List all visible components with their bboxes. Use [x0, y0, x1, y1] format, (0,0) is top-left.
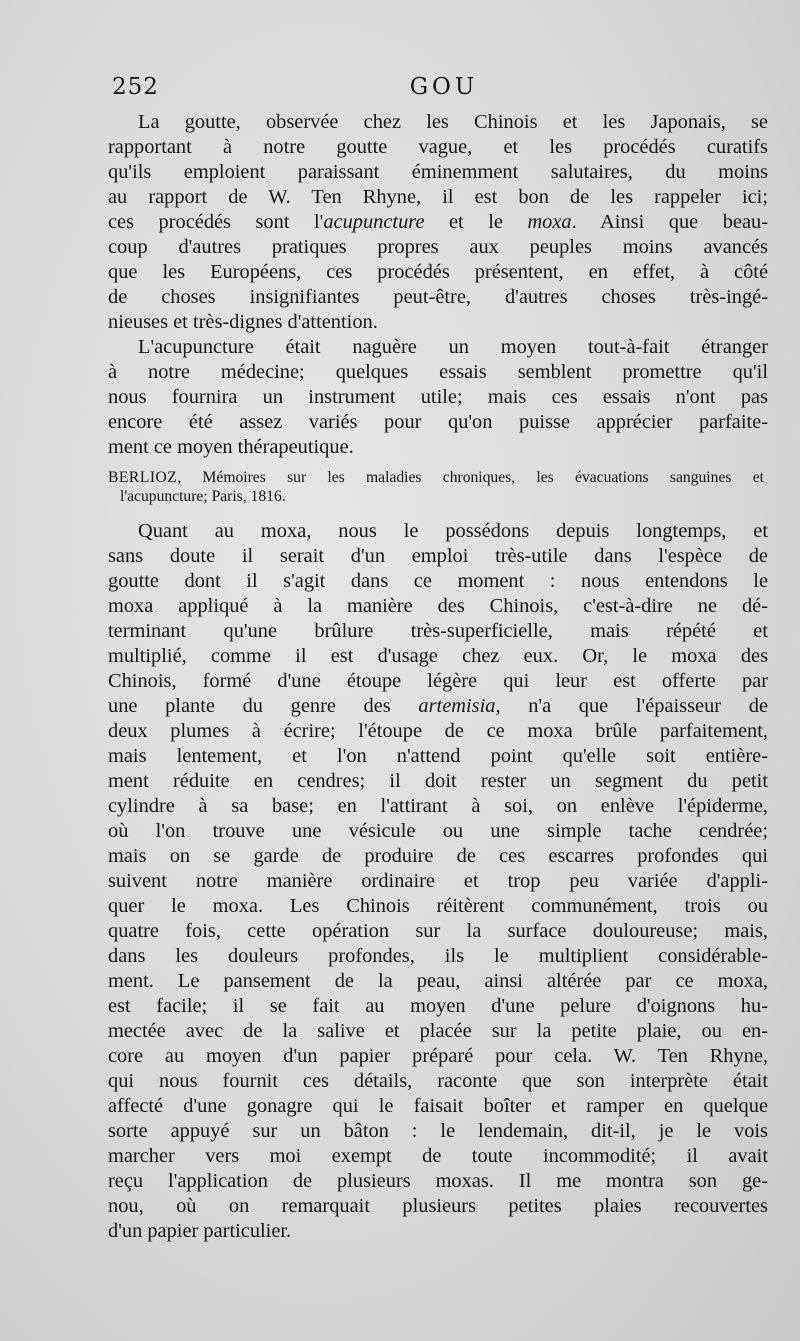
text-line: multiplié, comme il est d'usage chez eux. Or, le moxa des — [108, 645, 768, 667]
text-line: qui nous fournit ces détails, raconte que son interprète était — [108, 1070, 768, 1092]
italic-term: moxa — [527, 211, 572, 233]
text-line: ces procédés sont l'acupuncture et le moxa. Ainsi que beau- — [108, 211, 768, 233]
text-line: quer le moxa. Les Chinois réitèrent communément, trois ou — [108, 895, 768, 917]
paragraph-1 — [108, 110, 768, 335]
paragraph-3 — [108, 519, 768, 1244]
text-line: au rapport de W. Ten Rhyne, il est bon de les rappeler ici; — [108, 186, 768, 208]
text-line: que les Européens, ces procédés présentent, en effet, à côté — [108, 261, 768, 283]
text-line: marcher vers moi exempt de toute incommodité; il avait — [108, 1145, 768, 1167]
text-line: La goutte, observée chez les Chinois et les Japonais, se — [138, 111, 768, 133]
italic-term: acupuncture — [323, 211, 425, 233]
text-line: ment ce moyen thérapeutique. — [108, 436, 354, 458]
text-line: mais lentement, et l'on n'attend point qu'elle soit entière- — [108, 745, 768, 767]
text-line: deux plumes à écrire; l'étoupe de ce moxa brûle parfaitement, — [108, 720, 768, 742]
text-line: sorte appuyé sur un bâton : le lendemain, dit-il, je le vois — [108, 1120, 768, 1142]
text-line: Chinois, formé d'une étoupe légère qui leur est offerte par — [108, 670, 768, 692]
paragraph-2 — [108, 335, 768, 460]
text-line: mais on se garde de produire de ces escarres profondes qui — [108, 845, 768, 867]
text-line: coup d'autres pratiques propres aux peuples moins avancés — [108, 236, 768, 258]
footnote-line: BERLIOZ, Mémoires sur les maladies chroniques, les évacuations sanguines et — [108, 469, 764, 486]
page-number: 252 — [112, 74, 159, 100]
running-head: GOU — [409, 74, 479, 100]
text-line: goutte dont il s'agit dans ce moment : nous entendons le — [108, 570, 768, 592]
text-line: mectée avec de la salive et placée sur la petite plaie, ou en- — [108, 1020, 768, 1042]
text-line: de choses insignifiantes peut-être, d'autres choses très-ingé- — [108, 286, 768, 308]
text-line: quatre fois, cette opération sur la surface douloureuse; mais, — [108, 920, 768, 942]
text-line: sans doute il serait d'un emploi très-utile dans l'espèce de — [108, 545, 768, 567]
text-line: ment réduite en cendres; il doit rester un segment du petit — [108, 770, 768, 792]
text-line: L'acupuncture était naguère un moyen tout-à-fait étranger — [138, 336, 768, 358]
text-line: où l'on trouve une vésicule ou une simple tache cendrée; — [108, 820, 768, 842]
text-line: ment. Le pansement de la peau, ainsi altérée par ce moxa, — [108, 970, 768, 992]
italic-term: artemisia — [418, 695, 496, 717]
text-line: une plante du genre des artemisia, n'a que l'épaisseur de — [108, 695, 768, 717]
text-line: nous fournira un instrument utile; mais ces essais n'ont pas — [108, 386, 768, 408]
text-line: suivent notre manière ordinaire et trop peu variée d'appli- — [108, 870, 768, 892]
footnote — [108, 468, 764, 506]
page-header — [108, 74, 780, 104]
text-line: reçu l'application de plusieurs moxas. Il me montra son ge- — [108, 1170, 768, 1192]
text-line: core au moyen d'un papier préparé pour cela. W. Ten Rhyne, — [108, 1045, 768, 1067]
footnote-author: BERLIOZ — [108, 469, 178, 486]
text-line: terminant qu'une brûlure très-superficielle, mais répété et — [108, 620, 768, 642]
text-line: nieuses et très-dignes d'attention. — [108, 311, 378, 333]
text-line: nou, où on remarquait plusieurs petites plaies recouvertes — [108, 1195, 768, 1217]
text-line: qu'ils emploient paraissant éminemment salutaires, du moins — [108, 161, 768, 183]
text-line: encore été assez variés pour qu'on puisse apprécier parfaite- — [108, 411, 768, 433]
text-line: moxa appliqué à la manière des Chinois, c'est-à-dire ne dé- — [108, 595, 768, 617]
footnote-line: l'acupuncture; Paris, 1816. — [120, 488, 286, 505]
text-line: affecté d'une gonagre qui le faisait boîter et ramper en quelque — [108, 1095, 768, 1117]
text-line: d'un papier particulier. — [108, 1220, 292, 1242]
text-line: dans les douleurs profondes, ils le multiplient considérable- — [108, 945, 768, 967]
text-line: est facile; il se fait au moyen d'une pelure d'oignons hu- — [108, 995, 768, 1017]
text-line: à notre médecine; quelques essais semblent promettre qu'il — [108, 361, 768, 383]
text-line: Quant au moxa, nous le possédons depuis longtemps, et — [138, 520, 768, 542]
text-line: cylindre à sa base; en l'attirant à soi, on enlève l'épiderme, — [108, 795, 768, 817]
text-line: rapportant à notre goutte vague, et les procédés curatifs — [108, 136, 768, 158]
